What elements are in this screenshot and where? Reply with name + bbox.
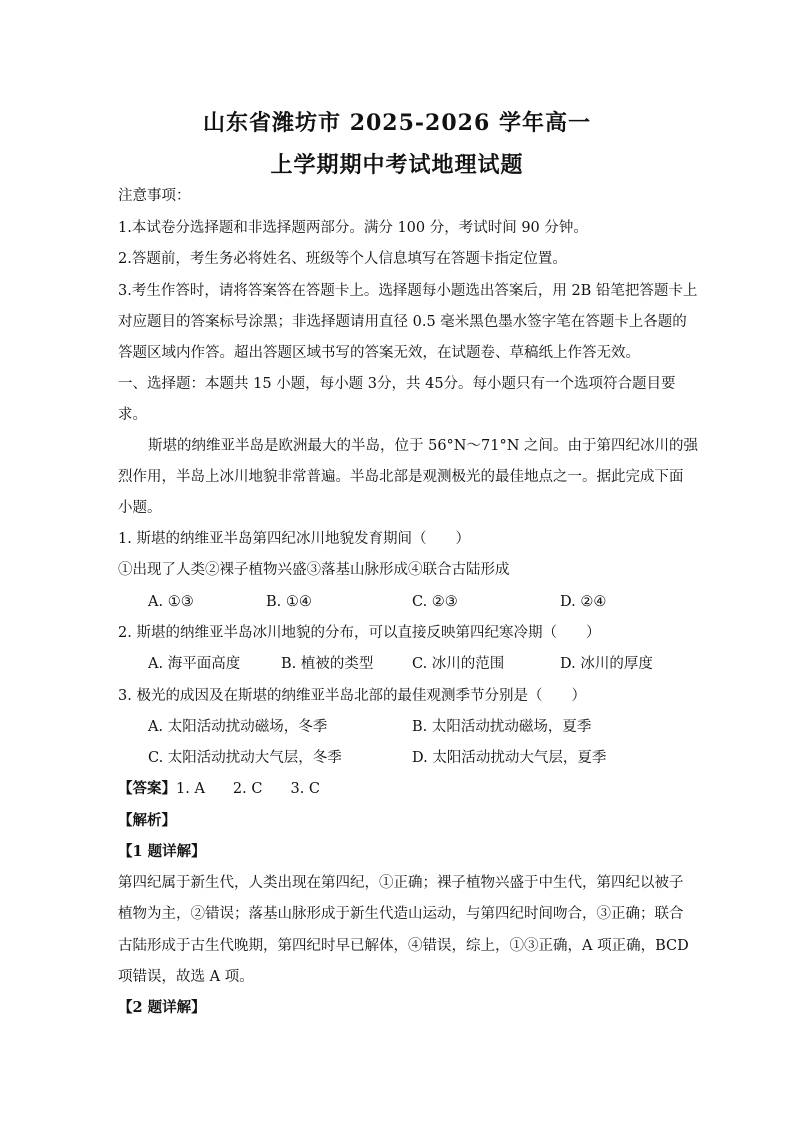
q1-detail-label: 【1 题详解】 — [118, 843, 206, 860]
notice-item-1: 1.本试卷分选择题和非选择题两部分。满分 100 分，考试时间 90 分钟。 — [118, 220, 588, 236]
q1-option-d: D. ②④ — [560, 594, 607, 610]
answer-1: 1. A — [176, 781, 205, 797]
q3-option-b: B. 太阳活动扰动磁场，夏季 — [412, 719, 592, 735]
question-1-stem: 1. 斯堪的纳维亚半岛第四纪冰川地貌发育期间（ ） — [118, 531, 470, 547]
q2-option-d: D. 冰川的厚度 — [560, 656, 653, 672]
q1-detail-line-2: 植物为主，②错误；落基山脉形成于新生代造山运动，与第四纪时间吻合，③正确；联合 — [118, 906, 684, 922]
question-3-stem: 3. 极光的成因及在斯堪的纳维亚半岛北部的最佳观测季节分别是（ ） — [118, 688, 586, 704]
passage-line-3: 小题。 — [118, 500, 162, 516]
answer-3: 3. C — [290, 781, 321, 797]
exam-title-line1: 山东省潍坊市 2025-2026 学年高一 — [203, 110, 591, 136]
exam-title-line2: 上学期期中考试地理试题 — [270, 152, 524, 178]
q1-detail-line-3: 古陆形成于古生代晚期，第四纪时早已解体，④错误，综上，①③正确，A 项正确，BCD — [118, 938, 689, 954]
q3-option-c: C. 太阳活动扰动大气层，冬季 — [148, 750, 342, 766]
notice-item-2: 2.答题前，考生务必将姓名、班级等个人信息填写在答题卡指定位置。 — [118, 251, 567, 267]
q1-option-c: C. ②③ — [412, 594, 458, 610]
section-heading: 一、选择题：本题共 15 小题，每小题 3分，共 45分。每小题只有一个选项符合题目要 — [118, 376, 676, 392]
notice-heading: 注意事项： — [118, 188, 191, 204]
q2-detail-label: 【2 题详解】 — [118, 999, 206, 1016]
q2-option-a: A. 海平面高度 — [148, 656, 241, 672]
passage-line-1: 斯堪的纳维亚半岛是欧洲最大的半岛，位于 56°N～71°N 之间。由于第四纪冰川的强 — [148, 438, 698, 454]
q1-detail-line-4: 项错误，故选 A 项。 — [118, 969, 254, 985]
notice-item-3-cont: 对应题目的答案标号涂黑；非选择题请用直径 0.5 毫米黑色墨水签字笔在答题卡上各题的 — [118, 314, 687, 330]
q1-detail-line-1: 第四纪属于新生代，人类出现在第四纪，①正确；裸子植物兴盛于中生代，第四纪以被子 — [118, 875, 684, 891]
q3-option-d: D. 太阳活动扰动大气层，夏季 — [412, 750, 607, 766]
question-2-stem: 2. 斯堪的纳维亚半岛冰川地貌的分布，可以直接反映第四纪寒冷期（ ） — [118, 625, 601, 641]
answer-2: 2. C — [232, 781, 263, 797]
q2-option-b: B. 植被的类型 — [281, 656, 374, 672]
passage-line-2: 烈作用，半岛上冰川地貌非常普遍。半岛北部是观测极光的最佳地点之一。据此完成下面 — [118, 469, 684, 485]
question-1-statements: ①出现了人类②裸子植物兴盛③落基山脉形成④联合古陆形成 — [118, 562, 510, 578]
q2-option-c: C. 冰川的范围 — [412, 656, 505, 672]
section-heading-cont: 求。 — [118, 407, 147, 423]
q1-option-a: A. ①③ — [148, 594, 194, 610]
q3-option-a: A. 太阳活动扰动磁场，冬季 — [148, 719, 328, 735]
q1-option-b: B. ①④ — [266, 594, 312, 610]
notice-item-3-cont2: 答题区域内作答。超出答题区域书写的答案无效，在试题卷、草稿纸上作答无效。 — [118, 345, 640, 361]
answer-row — [118, 779, 320, 799]
notice-item-3: 3.考生作答时，请将答案答在答题卡上。选择题每小题选出答案后，用 2B 铅笔把答题卡上 — [118, 283, 698, 299]
answer-label: 【答案】 — [118, 780, 176, 797]
analysis-label: 【解析】 — [118, 812, 176, 829]
